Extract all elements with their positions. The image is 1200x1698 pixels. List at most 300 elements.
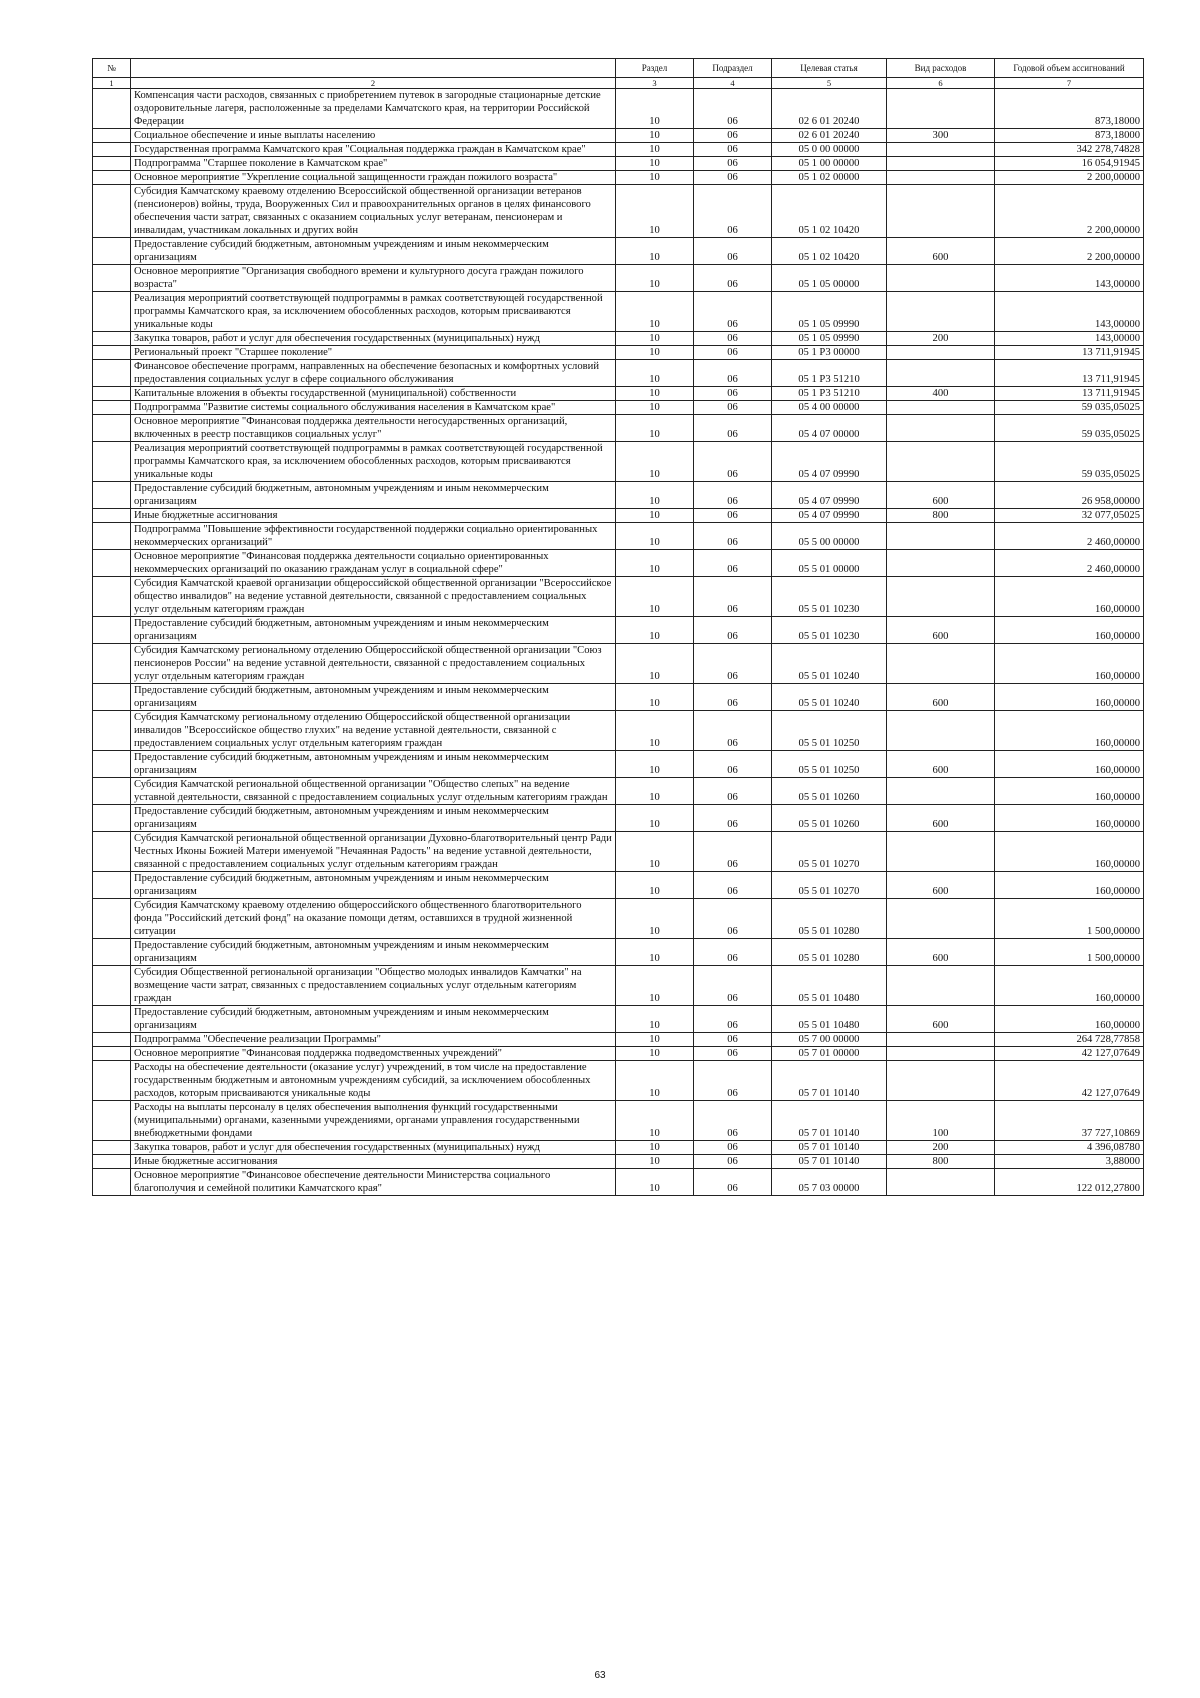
table-row	[93, 1033, 1144, 1047]
row-target-article: 05 1 02 10420	[772, 185, 887, 238]
table-row	[93, 778, 1144, 805]
row-razdel: 10	[616, 292, 694, 332]
row-razdel: 10	[616, 171, 694, 185]
table-header	[93, 59, 1144, 89]
row-target-article: 05 5 01 10480	[772, 1006, 887, 1033]
row-amount: 42 127,07649	[995, 1047, 1144, 1061]
table-row	[93, 360, 1144, 387]
row-name: Основное мероприятие "Финансовое обеспечение деятельности Министерства социального благополучия и семейной политики Камчатского края"	[131, 1169, 616, 1196]
table-row	[93, 265, 1144, 292]
row-razdel: 10	[616, 360, 694, 387]
table-row	[93, 832, 1144, 872]
row-expense-type: 300	[887, 129, 995, 143]
row-razdel: 10	[616, 751, 694, 778]
row-number	[93, 1006, 131, 1033]
row-number	[93, 805, 131, 832]
table-row	[93, 129, 1144, 143]
row-podrazdel: 06	[694, 751, 772, 778]
header-expense-type: Вид расходов	[887, 59, 995, 78]
row-amount: 160,00000	[995, 805, 1144, 832]
header-number-row	[93, 78, 1144, 89]
row-amount: 59 035,05025	[995, 415, 1144, 442]
row-name: Предоставление субсидий бюджетным, автономным учреждениям и иным некоммерческим организациям	[131, 751, 616, 778]
row-expense-type: 600	[887, 1006, 995, 1033]
row-amount: 143,00000	[995, 292, 1144, 332]
row-number	[93, 711, 131, 751]
row-target-article: 05 4 07 09990	[772, 482, 887, 509]
row-razdel: 10	[616, 939, 694, 966]
row-podrazdel: 06	[694, 872, 772, 899]
row-name: Субсидия Камчатской краевой организации общероссийской общественной организации "Всероссийское общество инвалидов" на ведение уставной деятельности, связанной с предоставлением социальных услуг отдельным категориям граждан	[131, 577, 616, 617]
row-amount: 1 500,00000	[995, 939, 1144, 966]
row-expense-type	[887, 89, 995, 129]
row-target-article: 05 1 02 00000	[772, 171, 887, 185]
row-expense-type: 600	[887, 684, 995, 711]
row-name: Основное мероприятие "Финансовая поддержка подведомственных учреждений"	[131, 1047, 616, 1061]
row-expense-type	[887, 1033, 995, 1047]
row-podrazdel: 06	[694, 523, 772, 550]
table-row	[93, 143, 1144, 157]
row-target-article: 05 5 01 00000	[772, 550, 887, 577]
row-expense-type	[887, 1061, 995, 1101]
table-row	[93, 899, 1144, 939]
header-name	[131, 59, 616, 78]
row-amount: 160,00000	[995, 778, 1144, 805]
row-expense-type	[887, 1047, 995, 1061]
row-name: Предоставление субсидий бюджетным, автономным учреждениям и иным некоммерческим организациям	[131, 482, 616, 509]
row-podrazdel: 06	[694, 129, 772, 143]
row-target-article: 05 1 00 00000	[772, 157, 887, 171]
row-amount: 160,00000	[995, 832, 1144, 872]
row-razdel: 10	[616, 805, 694, 832]
row-amount: 873,18000	[995, 89, 1144, 129]
table-row	[93, 89, 1144, 129]
row-number	[93, 415, 131, 442]
row-razdel: 10	[616, 1033, 694, 1047]
row-name: Предоставление субсидий бюджетным, автономным учреждениям и иным некоммерческим организациям	[131, 238, 616, 265]
row-target-article: 05 7 01 10140	[772, 1101, 887, 1141]
row-expense-type	[887, 644, 995, 684]
row-podrazdel: 06	[694, 346, 772, 360]
row-razdel: 10	[616, 238, 694, 265]
row-expense-type	[887, 966, 995, 1006]
row-number	[93, 442, 131, 482]
header-annual-amount: Годовой объем ассигнований	[995, 59, 1144, 78]
row-number	[93, 939, 131, 966]
row-razdel: 10	[616, 401, 694, 415]
row-amount: 32 077,05025	[995, 509, 1144, 523]
table-row	[93, 805, 1144, 832]
row-razdel: 10	[616, 1006, 694, 1033]
row-podrazdel: 06	[694, 577, 772, 617]
row-podrazdel: 06	[694, 171, 772, 185]
row-razdel: 10	[616, 832, 694, 872]
row-amount: 3,88000	[995, 1155, 1144, 1169]
row-expense-type	[887, 550, 995, 577]
row-name: Субсидия Камчатскому региональному отделению Общероссийской общественной организации "Союз пенсионеров России" на ведение уставной деятельности, связанной с предоставлением социальных услуг отдельным категориям граждан	[131, 644, 616, 684]
row-amount: 160,00000	[995, 751, 1144, 778]
row-name: Предоставление субсидий бюджетным, автономным учреждениям и иным некоммерческим организациям	[131, 684, 616, 711]
row-razdel: 10	[616, 1047, 694, 1061]
row-target-article: 05 5 01 10230	[772, 577, 887, 617]
row-number	[93, 360, 131, 387]
row-expense-type	[887, 415, 995, 442]
row-name: Субсидия Общественной региональной организации "Общество молодых инвалидов Камчатки" на возмещение части затрат, связанных с предоставлением социальных услуг отдельным категориям граждан	[131, 966, 616, 1006]
table-row	[93, 966, 1144, 1006]
row-razdel: 10	[616, 332, 694, 346]
row-target-article: 05 7 03 00000	[772, 1169, 887, 1196]
row-podrazdel: 06	[694, 1169, 772, 1196]
table-row	[93, 292, 1144, 332]
row-razdel: 10	[616, 778, 694, 805]
row-name: Расходы на выплаты персоналу в целях обеспечения выполнения функций государственными (муниципальными) органами, казенными учреждениями, органами управления государственными внебюджетными фондами	[131, 1101, 616, 1141]
row-razdel: 10	[616, 157, 694, 171]
row-number	[93, 292, 131, 332]
row-target-article: 05 4 00 00000	[772, 401, 887, 415]
row-amount: 873,18000	[995, 129, 1144, 143]
row-name: Субсидия Камчатскому краевому отделению Всероссийской общественной организации ветеранов (пенсионеров) войны, труда, Вооруженных Сил и правоохранительных органов в целях финансового обеспечения части затрат, связанных с оказанием социальных услуг ветеранам, пенсионерам и инвалидам, участникам локальных и других войн	[131, 185, 616, 238]
col-number-3: 3	[616, 78, 694, 89]
row-number	[93, 482, 131, 509]
row-expense-type: 800	[887, 509, 995, 523]
row-name: Основное мероприятие "Укрепление социальной защищенности граждан пожилого возраста"	[131, 171, 616, 185]
row-amount: 13 711,91945	[995, 387, 1144, 401]
table-body	[93, 89, 1144, 1196]
row-expense-type: 600	[887, 939, 995, 966]
table-row	[93, 157, 1144, 171]
row-expense-type: 600	[887, 482, 995, 509]
row-podrazdel: 06	[694, 1141, 772, 1155]
table-row	[93, 401, 1144, 415]
row-number	[93, 899, 131, 939]
row-podrazdel: 06	[694, 143, 772, 157]
row-number	[93, 1101, 131, 1141]
row-razdel: 10	[616, 129, 694, 143]
row-target-article: 05 5 00 00000	[772, 523, 887, 550]
row-expense-type	[887, 899, 995, 939]
header-podrazdel: Подраздел	[694, 59, 772, 78]
row-podrazdel: 06	[694, 482, 772, 509]
row-podrazdel: 06	[694, 966, 772, 1006]
header-razdel: Раздел	[616, 59, 694, 78]
row-name: Субсидия Камчатскому региональному отделению Общероссийской общественной организации инвалидов "Всероссийское общество глухих" на ведение уставной деятельности, связанной с предоставлением социальных услуг отдельным категориям граждан	[131, 711, 616, 751]
row-podrazdel: 06	[694, 899, 772, 939]
row-expense-type: 600	[887, 872, 995, 899]
row-amount: 4 396,08780	[995, 1141, 1144, 1155]
table-row	[93, 1047, 1144, 1061]
row-podrazdel: 06	[694, 1155, 772, 1169]
row-name: Подпрограмма "Обеспечение реализации Программы"	[131, 1033, 616, 1047]
table-row	[93, 1141, 1144, 1155]
row-number	[93, 684, 131, 711]
row-name: Предоставление субсидий бюджетным, автономным учреждениям и иным некоммерческим организациям	[131, 872, 616, 899]
row-name: Реализация мероприятий соответствующей подпрограммы в рамках соответствующей государственной программы Камчатского края, за исключением обособленных расходов, которым присваиваются уникальные коды	[131, 292, 616, 332]
row-expense-type	[887, 171, 995, 185]
row-expense-type: 200	[887, 1141, 995, 1155]
row-amount: 160,00000	[995, 1006, 1144, 1033]
row-target-article: 05 5 01 10270	[772, 872, 887, 899]
row-number	[93, 171, 131, 185]
row-target-article: 05 1 05 09990	[772, 292, 887, 332]
row-target-article: 05 7 00 00000	[772, 1033, 887, 1047]
table-row	[93, 644, 1144, 684]
row-podrazdel: 06	[694, 778, 772, 805]
row-number	[93, 1047, 131, 1061]
row-name: Предоставление субсидий бюджетным, автономным учреждениям и иным некоммерческим организациям	[131, 939, 616, 966]
row-amount: 122 012,27800	[995, 1169, 1144, 1196]
row-number	[93, 523, 131, 550]
row-number	[93, 966, 131, 1006]
row-expense-type	[887, 360, 995, 387]
row-razdel: 10	[616, 711, 694, 751]
row-number	[93, 1169, 131, 1196]
row-amount: 16 054,91945	[995, 157, 1144, 171]
table-row	[93, 711, 1144, 751]
row-target-article: 02 6 01 20240	[772, 129, 887, 143]
table-row	[93, 617, 1144, 644]
row-podrazdel: 06	[694, 550, 772, 577]
row-target-article: 05 1 02 10420	[772, 238, 887, 265]
row-razdel: 10	[616, 644, 694, 684]
col-number-7: 7	[995, 78, 1144, 89]
row-razdel: 10	[616, 966, 694, 1006]
row-podrazdel: 06	[694, 805, 772, 832]
table-row	[93, 523, 1144, 550]
row-amount: 1 500,00000	[995, 899, 1144, 939]
row-number	[93, 872, 131, 899]
row-amount: 160,00000	[995, 711, 1144, 751]
row-name: Субсидия Камчатской региональной общественной организации Духовно-благотворительный центр Ради Честных Иконы Божией Матери именуемой "Нечаянная Радость" на ведение уставной деятельности, связанной с предоставлением социальных услуг отдельным категориям граждан	[131, 832, 616, 872]
table-row	[93, 751, 1144, 778]
row-amount: 2 200,00000	[995, 171, 1144, 185]
row-number	[93, 265, 131, 292]
row-number	[93, 89, 131, 129]
header-row	[93, 59, 1144, 78]
row-target-article: 05 1 05 00000	[772, 265, 887, 292]
table-row	[93, 550, 1144, 577]
row-podrazdel: 06	[694, 415, 772, 442]
row-name: Предоставление субсидий бюджетным, автономным учреждениям и иным некоммерческим организациям	[131, 805, 616, 832]
row-razdel: 10	[616, 899, 694, 939]
row-target-article: 05 5 01 10240	[772, 644, 887, 684]
row-expense-type: 600	[887, 617, 995, 644]
row-name: Региональный проект "Старшее поколение"	[131, 346, 616, 360]
row-podrazdel: 06	[694, 157, 772, 171]
row-amount: 59 035,05025	[995, 442, 1144, 482]
row-podrazdel: 06	[694, 332, 772, 346]
row-number	[93, 332, 131, 346]
table-row	[93, 1169, 1144, 1196]
row-target-article: 05 5 01 10250	[772, 711, 887, 751]
row-number	[93, 1033, 131, 1047]
table-row	[93, 332, 1144, 346]
row-target-article: 05 5 01 10280	[772, 939, 887, 966]
row-amount: 160,00000	[995, 617, 1144, 644]
row-razdel: 10	[616, 89, 694, 129]
row-expense-type	[887, 523, 995, 550]
row-name: Подпрограмма "Старшее поколение в Камчатском крае"	[131, 157, 616, 171]
row-expense-type	[887, 1169, 995, 1196]
row-razdel: 10	[616, 415, 694, 442]
row-number	[93, 129, 131, 143]
row-razdel: 10	[616, 442, 694, 482]
row-expense-type: 600	[887, 805, 995, 832]
row-name: Капитальные вложения в объекты государственной (муниципальной) собственности	[131, 387, 616, 401]
row-podrazdel: 06	[694, 617, 772, 644]
row-razdel: 10	[616, 523, 694, 550]
row-amount: 264 728,77858	[995, 1033, 1144, 1047]
row-podrazdel: 06	[694, 292, 772, 332]
col-number-2: 2	[131, 78, 616, 89]
row-amount: 42 127,07649	[995, 1061, 1144, 1101]
table-row	[93, 1006, 1144, 1033]
table-row	[93, 387, 1144, 401]
header-number: №	[93, 59, 131, 78]
row-expense-type: 600	[887, 751, 995, 778]
row-expense-type: 400	[887, 387, 995, 401]
row-name: Социальное обеспечение и иные выплаты населению	[131, 129, 616, 143]
table-row	[93, 1101, 1144, 1141]
row-target-article: 05 1 P3 51210	[772, 387, 887, 401]
row-expense-type	[887, 143, 995, 157]
row-expense-type: 200	[887, 332, 995, 346]
row-target-article: 05 4 07 09990	[772, 442, 887, 482]
row-podrazdel: 06	[694, 1006, 772, 1033]
row-razdel: 10	[616, 872, 694, 899]
row-target-article: 05 5 01 10270	[772, 832, 887, 872]
row-target-article: 05 5 01 10250	[772, 751, 887, 778]
row-number	[93, 1061, 131, 1101]
table-row	[93, 939, 1144, 966]
row-amount: 37 727,10869	[995, 1101, 1144, 1141]
row-amount: 2 200,00000	[995, 238, 1144, 265]
row-expense-type	[887, 778, 995, 805]
row-amount: 143,00000	[995, 332, 1144, 346]
row-target-article: 05 7 01 10140	[772, 1155, 887, 1169]
row-expense-type	[887, 292, 995, 332]
row-name: Иные бюджетные ассигнования	[131, 1155, 616, 1169]
row-target-article: 05 7 01 00000	[772, 1047, 887, 1061]
row-podrazdel: 06	[694, 1033, 772, 1047]
row-number	[93, 1141, 131, 1155]
row-expense-type	[887, 185, 995, 238]
table-row	[93, 238, 1144, 265]
row-number	[93, 238, 131, 265]
row-razdel: 10	[616, 1101, 694, 1141]
row-target-article: 05 5 01 10260	[772, 805, 887, 832]
table-row	[93, 509, 1144, 523]
row-expense-type	[887, 577, 995, 617]
row-podrazdel: 06	[694, 711, 772, 751]
row-name: Финансовое обеспечение программ, направленных на обеспечение безопасных и комфортных условий предоставления социальных услуг в сфере социального обслуживания	[131, 360, 616, 387]
row-podrazdel: 06	[694, 1101, 772, 1141]
row-expense-type: 100	[887, 1101, 995, 1141]
row-expense-type	[887, 711, 995, 751]
row-amount: 2 200,00000	[995, 185, 1144, 238]
row-number	[93, 577, 131, 617]
row-target-article: 05 1 P3 00000	[772, 346, 887, 360]
row-podrazdel: 06	[694, 89, 772, 129]
row-name: Реализация мероприятий соответствующей подпрограммы в рамках соответствующей государственной программы Камчатского края, за исключением обособленных расходов, которым присваиваются уникальные коды	[131, 442, 616, 482]
row-name: Государственная программа Камчатского края "Социальная поддержка граждан в Камчатском крае"	[131, 143, 616, 157]
row-number	[93, 617, 131, 644]
row-number	[93, 1155, 131, 1169]
row-name: Основное мероприятие "Организация свободного времени и культурного досуга граждан пожилого возраста"	[131, 265, 616, 292]
row-podrazdel: 06	[694, 401, 772, 415]
row-target-article: 05 1 05 09990	[772, 332, 887, 346]
row-expense-type	[887, 832, 995, 872]
row-razdel: 10	[616, 1155, 694, 1169]
table-row	[93, 185, 1144, 238]
row-amount: 2 460,00000	[995, 550, 1144, 577]
row-razdel: 10	[616, 482, 694, 509]
row-amount: 160,00000	[995, 684, 1144, 711]
row-number	[93, 401, 131, 415]
row-razdel: 10	[616, 684, 694, 711]
row-expense-type: 800	[887, 1155, 995, 1169]
row-amount: 160,00000	[995, 577, 1144, 617]
row-podrazdel: 06	[694, 265, 772, 292]
row-razdel: 10	[616, 1169, 694, 1196]
row-number	[93, 387, 131, 401]
row-name: Подпрограмма "Развитие системы социального обслуживания населения в Камчатском крае"	[131, 401, 616, 415]
row-expense-type: 600	[887, 238, 995, 265]
table-row	[93, 1061, 1144, 1101]
header-target-article: Целевая статья	[772, 59, 887, 78]
row-podrazdel: 06	[694, 509, 772, 523]
row-name: Основное мероприятие "Финансовая поддержка деятельности социально ориентированных некоммерческих организаций по оказанию гражданам услуг в социальной сфере"	[131, 550, 616, 577]
row-podrazdel: 06	[694, 1061, 772, 1101]
row-number	[93, 157, 131, 171]
row-number	[93, 509, 131, 523]
row-name: Закупка товаров, работ и услуг для обеспечения государственных (муниципальных) нужд	[131, 332, 616, 346]
row-name: Предоставление субсидий бюджетным, автономным учреждениям и иным некоммерческим организациям	[131, 617, 616, 644]
row-amount: 143,00000	[995, 265, 1144, 292]
row-podrazdel: 06	[694, 442, 772, 482]
row-expense-type	[887, 346, 995, 360]
table-row	[93, 1155, 1144, 1169]
row-razdel: 10	[616, 509, 694, 523]
row-podrazdel: 06	[694, 238, 772, 265]
row-podrazdel: 06	[694, 939, 772, 966]
row-target-article: 05 4 07 09990	[772, 509, 887, 523]
row-podrazdel: 06	[694, 185, 772, 238]
row-target-article: 05 5 01 10480	[772, 966, 887, 1006]
row-name: Основное мероприятие "Финансовая поддержка деятельности негосударственных организаций, включенных в реестр поставщиков социальных услуг"	[131, 415, 616, 442]
row-number	[93, 644, 131, 684]
page-number: 63	[594, 1670, 606, 1681]
row-target-article: 05 5 01 10260	[772, 778, 887, 805]
row-name: Компенсация части расходов, связанных с приобретением путевок в загородные стационарные детские оздоровительные лагеря, расположенные за пределами Камчатского края, на территории Российской Федерации	[131, 89, 616, 129]
row-name: Субсидия Камчатской региональной общественной организации "Общество слепых" на ведение уставной деятельности, связанной с предоставлением социальных услуг отдельным категориям граждан	[131, 778, 616, 805]
row-number	[93, 185, 131, 238]
row-podrazdel: 06	[694, 1047, 772, 1061]
row-name: Закупка товаров, работ и услуг для обеспечения государственных (муниципальных) нужд	[131, 1141, 616, 1155]
row-amount: 160,00000	[995, 966, 1144, 1006]
row-razdel: 10	[616, 265, 694, 292]
row-amount: 160,00000	[995, 872, 1144, 899]
row-razdel: 10	[616, 617, 694, 644]
budget-sheet	[92, 58, 1143, 1196]
row-razdel: 10	[616, 1061, 694, 1101]
row-name: Субсидия Камчатскому краевому отделению общероссийского общественного благотворительного фонда "Российский детский фонд" на оказание помощи детям, оставшихся в трудной жизненной ситуации	[131, 899, 616, 939]
row-podrazdel: 06	[694, 644, 772, 684]
row-razdel: 10	[616, 185, 694, 238]
row-amount: 26 958,00000	[995, 482, 1144, 509]
row-target-article: 05 7 01 10140	[772, 1141, 887, 1155]
table-row	[93, 872, 1144, 899]
row-target-article: 05 5 01 10280	[772, 899, 887, 939]
